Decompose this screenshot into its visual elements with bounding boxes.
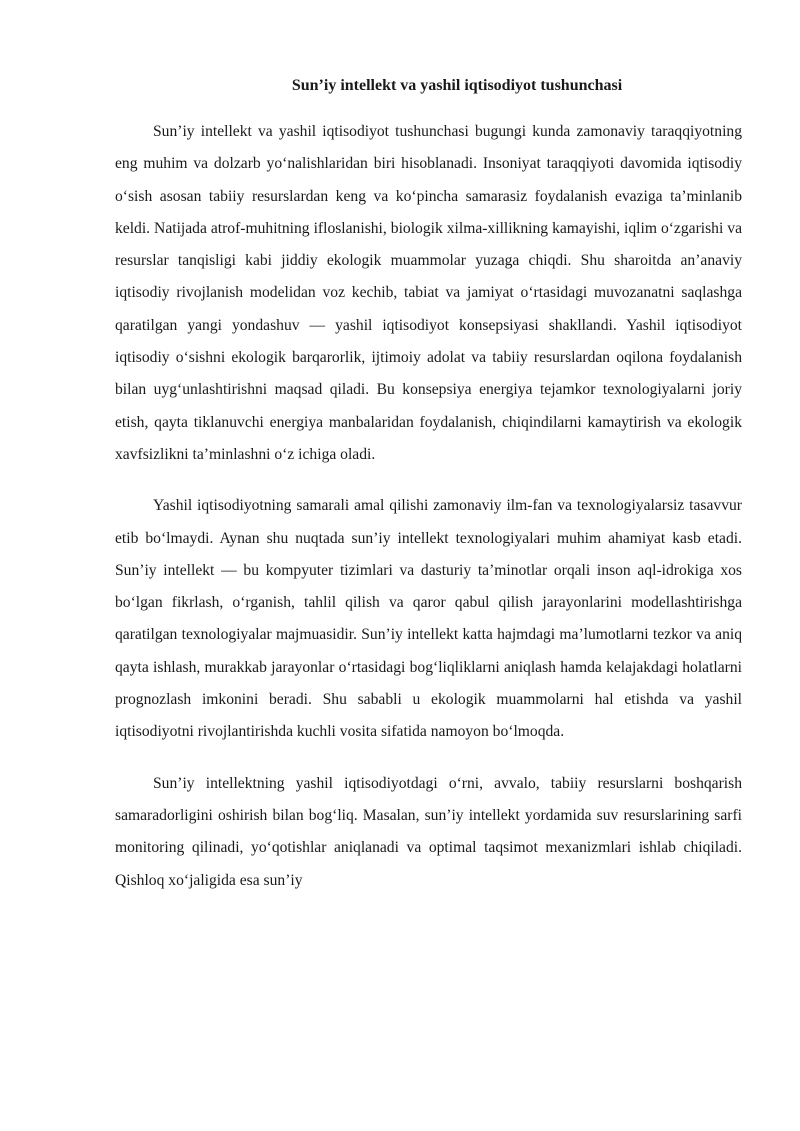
document-page <box>115 72 742 916</box>
document-title: Sun’iy intellekt va yashil iqtisodiyot tushunchasi <box>291 77 623 94</box>
paragraph-1: Sun’iy intellekt va yashil iqtisodiyot tushunchasi bugungi kunda zamonaviy taraqqiyotning eng muhim va dolzarb yo‘nalishlaridan biri hisoblanadi. Insoniyat taraqqiyoti davomida iqtisodiy o‘sish asosan tabiiy resurslardan keng va ko‘pincha samarasiz foydalanish evaziga ta’minlanib keldi. Natijada atrof-muhitning ifloslanishi, biologik xilma-xillikning kamayishi, iqlim o‘zgarishi va resurslar tanqisligi kabi jiddiy ekologik muammolar yuzaga chiqdi. Shu sharoitda an’anaviy iqtisodiy rivojlanish modelidan voz kechib, tabiat va jamiyat o‘rtasidagi muvozanatni saqlashga qaratilgan yangi yondashuv — yashil iqtisodiyot konsepsiyasi shakllandi. Yashil iqtisodiyot iqtisodiy o‘sishni ekologik barqarorlik, ijtimoiy adolat va tabiiy resurslardan oqilona foydalanish bilan uyg‘unlashtirishni maqsad qiladi. Bu konsepsiya energiya tejamkor texnologiyalarni joriy etish, qayta tiklanuvchi energiya manbalaridan foydalanish, chiqindilarni kamaytirish va ekologik xavfsizlikni ta’minlashni o‘z ichiga oladi. <box>115 123 742 463</box>
paragraph-2: Yashil iqtisodiyotning samarali amal qilishi zamonaviy ilm-fan va texnologiyalarsiz tasavvur etib bo‘lmaydi. Aynan shu nuqtada sun’iy intellekt texnologiyalari muhim ahamiyat kasb etadi. Sun’iy intellekt — bu kompyuter tizimlari va dasturiy ta’minotlar orqali inson aql-idrokiga xos bo‘lgan fikrlash, o‘rganish, tahlil qilish va qaror qabul qilish jarayonlarini modellashtirishga qaratilgan texnologiyalar majmuasidir. Sun’iy intellekt katta hajmdagi ma’lumotlarni tezkor va aniq qayta ishlash, murakkab jarayonlar o‘rtasidagi bog‘liqliklarni aniqlash hamda kelajakdagi holatlarni prognozlash imkonini beradi. Shu sababli u ekologik muammolarni hal etishda va yashil iqtisodiyotni rivojlantirishda kuchli vosita sifatida namoyon bo‘lmoqda. <box>115 497 742 741</box>
paragraph-3: Sun’iy intellektning yashil iqtisodiyotdagi o‘rni, avvalo, tabiiy resurslarni boshqarish samaradorligini oshirish bilan bog‘liq. Masalan, sun’iy intellekt yordamida suv resurslarining sarfi monitoring qilinadi, yo‘qotishlar aniqlanadi va optimal taqsimot mexanizmlari ishlab chiqiladi. Qishloq xo‘jaligida esa sun’iy <box>115 774 742 889</box>
